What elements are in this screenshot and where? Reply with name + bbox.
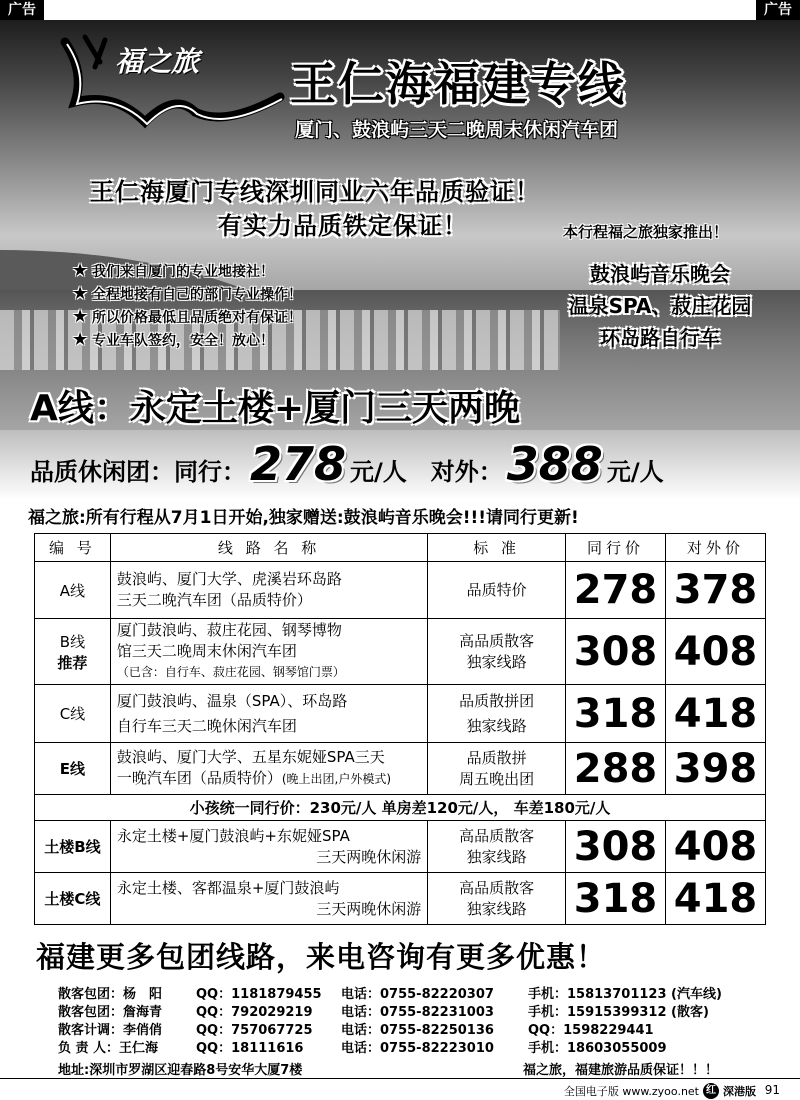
- slogan-line-2: 有实力品质铁定保证！: [218, 212, 468, 240]
- recommend-tag: 推荐: [57, 653, 88, 672]
- route-code: 土楼B线: [35, 821, 111, 873]
- table-header-row: [35, 534, 766, 562]
- footer-edition: 深港版: [723, 1085, 756, 1098]
- red-badge-icon: 红: [703, 1083, 719, 1099]
- route-standard: 高品质散客 独家线路: [428, 821, 566, 873]
- route-code: E线: [35, 743, 111, 795]
- star-icon: ★: [72, 283, 89, 304]
- route-peer-price: 318: [566, 685, 666, 743]
- route-peer-price: 308: [566, 619, 666, 685]
- table-row: [35, 685, 766, 743]
- route-desc: 鼓浪屿、厦门大学、虎溪岩环岛路 三天二晚汽车团（品质特价）: [110, 562, 427, 619]
- ad-label-left: 广告: [0, 0, 44, 20]
- route-public-price: 418: [666, 873, 766, 925]
- route-code: C线: [35, 685, 111, 743]
- feature-item: ★ 全程地接有自己的部门专业操作！: [72, 283, 302, 304]
- route-peer-price: 288: [566, 743, 666, 795]
- route-code: A线: [35, 562, 111, 619]
- route-price-table: [34, 533, 766, 925]
- route-desc: 永定土楼、客都温泉+厦门鼓浪屿 三天两晚休闲游: [110, 873, 427, 925]
- column-header: 同行价: [566, 534, 666, 562]
- route-public-price: 398: [666, 743, 766, 795]
- exclusive-note: 本行程福之旅独家推出！: [563, 223, 729, 241]
- highlight-list: [540, 258, 780, 354]
- ad-label-right: 广告: [756, 0, 800, 20]
- route-standard: 品质散拼团 独家线路: [428, 685, 566, 743]
- sub-title: 厦门、鼓浪屿三天二晚周末休闲汽车团: [295, 119, 619, 141]
- column-header: 标 准: [428, 534, 566, 562]
- main-title: 王仁海福建专线: [290, 57, 626, 111]
- kids-price-row: [35, 795, 766, 821]
- route-peer-price: 278: [566, 562, 666, 619]
- price-unit: 元/人: [606, 458, 664, 486]
- quality-tagline: 福之旅，福建旅游品质保证！！！: [523, 1063, 719, 1078]
- column-header: 编 号: [35, 534, 111, 562]
- footer-site: 全国电子版 www.zyoo.net: [563, 1085, 699, 1098]
- feature-item: ★ 专业车队签约，安全！放心！: [72, 329, 274, 350]
- route-desc: 厦门鼓浪屿、菽庄花园、钢琴博物 馆三天二晚周末休闲汽车团 （已含：自行车、菽庄花园、钢琴馆门票）: [110, 619, 427, 685]
- route-public-price: 408: [666, 619, 766, 685]
- route-standard: 高品质散客 独家线路: [428, 873, 566, 925]
- feature-item: ★ 我们来自厦门的专业地接社！: [72, 260, 274, 281]
- highlight-item: 鼓浪屿音乐晚会: [590, 262, 730, 286]
- route-peer-price: 318: [566, 873, 666, 925]
- route-code: B线 推荐: [35, 619, 111, 685]
- slogan-line-1: 王仁海厦门专线深圳同业六年品质验证！: [90, 178, 540, 206]
- column-header: 对外价: [666, 534, 766, 562]
- brand-logo-text: 福之旅: [115, 45, 200, 78]
- promo-notice: 福之旅:所有行程从7月1日开始,独家赠送:鼓浪屿音乐晚会!!!请同行更新!: [28, 508, 579, 528]
- page-footer: [0, 1078, 800, 1100]
- public-price-label: 对外：: [430, 458, 503, 486]
- kids-price-note: 小孩统一同行价：230元/人 单房差120元/人， 车差180元/人: [35, 795, 766, 821]
- table-row: [35, 619, 766, 685]
- route-desc: 永定土楼+厦门鼓浪屿+东妮娅SPA 三天两晚休闲游: [110, 821, 427, 873]
- table-row: [35, 821, 766, 873]
- highlight-item: 环岛路自行车: [600, 326, 720, 350]
- route-code: 土楼C线: [35, 873, 111, 925]
- star-icon: ★: [72, 306, 89, 327]
- peer-price: 278: [250, 437, 347, 491]
- feature-item: ★ 所以价格最低且品质绝对有保证！: [72, 306, 302, 327]
- column-header: 线 路 名 称: [110, 534, 427, 562]
- table-row: [35, 562, 766, 619]
- route-peer-price: 308: [566, 821, 666, 873]
- page-number: 91: [764, 1083, 780, 1097]
- line-a-title: A线：永定土楼+厦门三天两晚: [30, 388, 521, 429]
- star-icon: ★: [72, 260, 89, 281]
- public-price: 388: [506, 437, 603, 491]
- route-public-price: 378: [666, 562, 766, 619]
- route-desc: 鼓浪屿、厦门大学、五星东妮娅SPA三天 一晚汽车团（品质特价）(晚上出团,户外模式): [110, 743, 427, 795]
- highlight-item: 温泉SPA、菽庄花园: [568, 294, 752, 318]
- table-row: [35, 873, 766, 925]
- route-standard: 高品质散客 独家线路: [428, 619, 566, 685]
- route-desc: 厦门鼓浪屿、温泉（SPA）、环岛路 自行车三天二晚休闲汽车团: [110, 685, 427, 743]
- star-icon: ★: [72, 329, 89, 350]
- route-public-price: 418: [666, 685, 766, 743]
- table-row: [35, 743, 766, 795]
- price-label: 品质休闲团：同行：: [30, 458, 246, 486]
- route-public-price: 408: [666, 821, 766, 873]
- address: 地址:深圳市罗湖区迎春路8号安华大厦7楼: [58, 1063, 303, 1078]
- route-standard: 品质特价: [428, 562, 566, 619]
- more-routes-banner: 福建更多包团线路，来电咨询有更多优惠！: [36, 940, 607, 974]
- line-a-price: [30, 437, 688, 491]
- price-unit: 元/人: [350, 458, 407, 486]
- route-standard: 品质散拼 周五晚出团: [428, 743, 566, 795]
- feature-list: [72, 259, 302, 351]
